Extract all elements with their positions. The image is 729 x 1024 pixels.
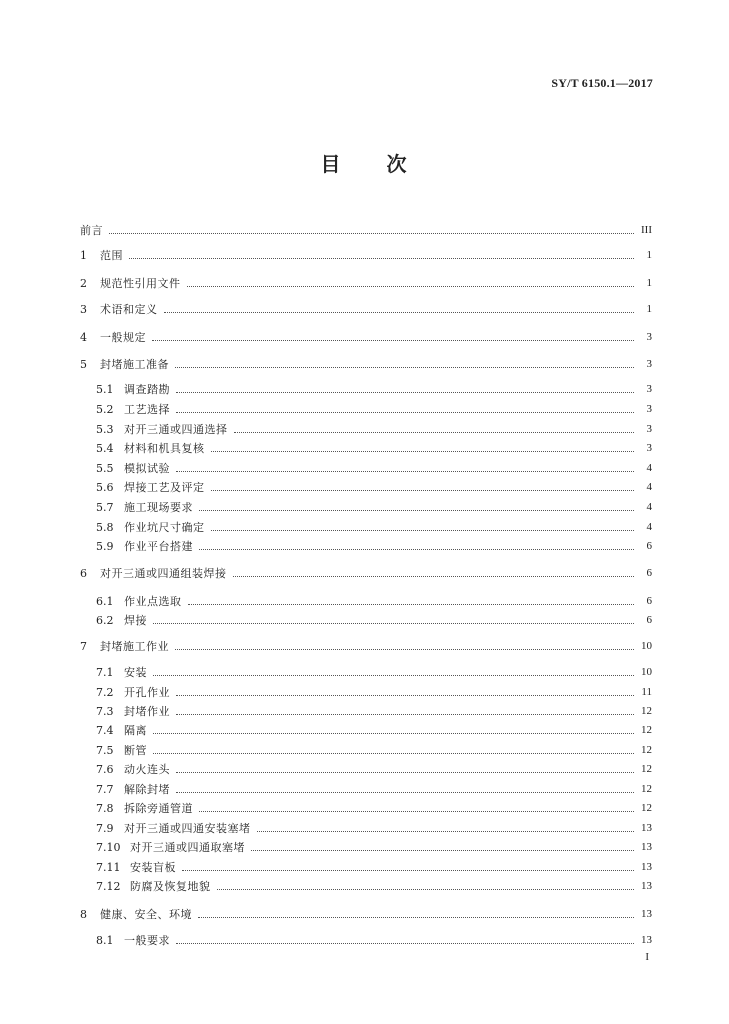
toc-entry-label: 前言 (80, 224, 103, 237)
toc-entry-page: 10 (641, 666, 652, 678)
toc-entry-label: 对开三通或四通安装塞堵 (124, 822, 251, 835)
toc-entry-number: 5.3 (96, 423, 114, 436)
toc-entry-page: 4 (646, 501, 652, 513)
toc-entry-number: 5.1 (96, 383, 114, 396)
toc-dot-leader (176, 791, 634, 793)
toc-entry-number: 7.10 (96, 841, 121, 854)
toc-dot-leader (109, 232, 634, 234)
toc-entry-number: 7.8 (96, 802, 114, 815)
toc-entry-page: 13 (641, 861, 652, 873)
toc-entry-page: 13 (641, 841, 652, 853)
toc-entry-page: 12 (641, 802, 652, 814)
page-number: I (645, 951, 649, 963)
toc-entry-page: 13 (641, 880, 652, 892)
toc-dot-leader (152, 339, 634, 341)
toc-entry[interactable] (96, 875, 652, 893)
toc-entry-number: 6.2 (96, 614, 114, 627)
toc-entry-page: 1 (646, 277, 652, 289)
toc-entry-number: 7.1 (96, 666, 114, 679)
toc-entry[interactable] (96, 929, 652, 947)
toc-entry-page: 11 (641, 686, 652, 698)
toc-entry-number: 7.5 (96, 744, 114, 757)
toc-dot-leader (129, 257, 634, 259)
toc-entry-label: 规范性引用文件 (100, 277, 181, 290)
toc-entry-label: 开孔作业 (124, 686, 170, 699)
toc-entry-number: 7.11 (96, 861, 121, 874)
toc-dot-leader (153, 674, 634, 676)
toc-dot-leader (176, 713, 634, 715)
toc-entry-label: 材料和机具复核 (124, 442, 205, 455)
toc-entry[interactable] (96, 836, 652, 854)
toc-entry-number: 7.7 (96, 783, 114, 796)
toc-entry-label: 封堵作业 (124, 705, 170, 718)
toc-entry-page: 13 (641, 934, 652, 946)
toc-entry-label: 作业平台搭建 (124, 540, 193, 553)
toc-dot-leader (217, 888, 635, 890)
toc-entry-label: 作业坑尺寸确定 (124, 521, 205, 534)
toc-entry-label: 健康、安全、环境 (100, 908, 192, 921)
page-title-right: 次 (386, 152, 409, 176)
toc-entry[interactable] (80, 272, 652, 290)
toc-dot-leader (153, 622, 634, 624)
toc-entry-page: 12 (641, 763, 652, 775)
toc-entry-page: 1 (646, 249, 652, 261)
toc-entry-page: 6 (646, 567, 652, 579)
toc-entry-number: 5.2 (96, 403, 114, 416)
toc-dot-leader (188, 603, 635, 605)
toc-entry-label: 封堵施工作业 (100, 640, 169, 653)
toc-dot-leader (211, 529, 635, 531)
toc-dot-leader (164, 311, 635, 313)
toc-entry-label: 拆除旁通管道 (124, 802, 193, 815)
toc-entry[interactable] (96, 457, 652, 475)
toc-dot-leader (199, 509, 634, 511)
toc-entry-page: 6 (646, 614, 652, 626)
toc-entry-page: 4 (646, 481, 652, 493)
toc-dot-leader (211, 450, 635, 452)
toc-entry[interactable] (96, 817, 652, 835)
toc-entry[interactable] (96, 378, 652, 396)
toc-entry[interactable] (96, 590, 652, 608)
toc-entry-number: 4 (80, 331, 87, 344)
toc-entry-page: 13 (641, 908, 652, 920)
toc-entry-number: 3 (80, 303, 87, 316)
toc-entry-page: 4 (646, 462, 652, 474)
toc-entry[interactable] (80, 353, 652, 371)
toc-dot-leader (176, 470, 634, 472)
toc-entry-number: 7.12 (96, 880, 121, 893)
toc-entry-number: 5.8 (96, 521, 114, 534)
toc-entry-label: 调查踏勘 (124, 383, 170, 396)
toc-entry-page: 13 (641, 822, 652, 834)
toc-entry-label: 施工现场要求 (124, 501, 193, 514)
toc-entry-page: 3 (646, 331, 652, 343)
toc-entry[interactable] (96, 778, 652, 796)
toc-entry-number: 5 (80, 358, 87, 371)
toc-entry-number: 7.2 (96, 686, 114, 699)
toc-entry[interactable] (80, 635, 652, 653)
toc-entry[interactable] (80, 562, 652, 580)
toc-entry[interactable] (96, 418, 652, 436)
toc-dot-leader (257, 830, 635, 832)
toc-dot-leader (182, 869, 634, 871)
toc-dot-leader (153, 752, 634, 754)
toc-entry-number: 6 (80, 567, 87, 580)
toc-entry-label: 断管 (124, 744, 147, 757)
toc-entry[interactable] (80, 326, 652, 344)
toc-entry[interactable] (80, 298, 652, 316)
toc-entry-number: 7.4 (96, 724, 114, 737)
toc-entry-page: 3 (646, 358, 652, 370)
toc-entry-page: 10 (641, 640, 652, 652)
toc-dot-leader (176, 771, 634, 773)
toc-entry-page: 3 (646, 383, 652, 395)
toc-entry-number: 5.9 (96, 540, 114, 553)
toc-entry-number: 5.7 (96, 501, 114, 514)
toc-dot-leader (199, 810, 634, 812)
toc-entry-number: 5.4 (96, 442, 114, 455)
toc-dot-leader (234, 431, 635, 433)
toc-dot-leader (211, 489, 635, 491)
toc-entry-page: 12 (641, 724, 652, 736)
toc-entry-label: 解除封堵 (124, 783, 170, 796)
toc-entry[interactable] (96, 758, 652, 776)
toc-entry-page: III (641, 224, 652, 236)
page-title-left: 目 (320, 152, 343, 176)
toc-entry-page: 12 (641, 783, 652, 795)
page-title (0, 148, 729, 177)
toc-entry[interactable] (96, 739, 652, 757)
toc-entry-number: 5.5 (96, 462, 114, 475)
toc-entry-number: 7.3 (96, 705, 114, 718)
toc-entry-number: 1 (80, 249, 87, 262)
toc-entry-label: 封堵施工准备 (100, 358, 169, 371)
toc-dot-leader (175, 366, 634, 368)
toc-entry-page: 4 (646, 521, 652, 533)
toc-entry-label: 工艺选择 (124, 403, 170, 416)
toc-dot-leader (176, 942, 634, 944)
toc-entry[interactable] (96, 398, 652, 416)
toc-entry-number: 5.6 (96, 481, 114, 494)
toc-entry-label: 范围 (100, 249, 123, 262)
toc-entry-number: 2 (80, 277, 87, 290)
toc-entry-page: 3 (646, 403, 652, 415)
toc-dot-leader (176, 391, 634, 393)
toc-entry-number: 8 (80, 908, 87, 921)
toc-entry[interactable] (96, 681, 652, 699)
toc-dot-leader (153, 732, 634, 734)
toc-dot-leader (187, 285, 635, 287)
toc-entry-label: 隔离 (124, 724, 147, 737)
toc-entry-label: 对开三通或四通取塞堵 (130, 841, 245, 854)
toc-entry[interactable] (96, 797, 652, 815)
toc-entry-page: 3 (646, 442, 652, 454)
toc-entry-label: 焊接工艺及评定 (124, 481, 205, 494)
toc-entry-number: 7.9 (96, 822, 114, 835)
toc-entry-label: 焊接 (124, 614, 147, 627)
toc-entry-label: 模拟试验 (124, 462, 170, 475)
toc-entry[interactable] (96, 516, 652, 534)
toc-entry[interactable] (96, 856, 652, 874)
toc-entry-page: 1 (646, 303, 652, 315)
toc-entry[interactable] (96, 476, 652, 494)
toc-entry[interactable] (96, 535, 652, 553)
toc-entry-number: 6.1 (96, 595, 114, 608)
standard-code: SY/T 6150.1—2017 (551, 76, 653, 90)
toc-entry[interactable] (96, 437, 652, 455)
toc-entry-label: 防腐及恢复地貌 (130, 880, 211, 893)
toc-entry-label: 安装盲板 (130, 861, 176, 874)
toc-entry[interactable] (80, 903, 652, 921)
toc-entry[interactable] (96, 700, 652, 718)
toc-entry[interactable] (96, 719, 652, 737)
toc-entry[interactable] (96, 496, 652, 514)
toc-entry-label: 动火连头 (124, 763, 170, 776)
toc-entry-page: 12 (641, 705, 652, 717)
toc-entry-number: 8.1 (96, 934, 114, 947)
toc-entry[interactable] (96, 609, 652, 627)
toc-dot-leader (198, 916, 634, 918)
toc-dot-leader (176, 694, 634, 696)
toc-entry-page: 6 (646, 540, 652, 552)
toc-entry-number: 7 (80, 640, 87, 653)
toc-entry[interactable] (80, 219, 652, 237)
toc-entry-label: 一般要求 (124, 934, 170, 947)
toc-entry-label: 对开三通或四通组装焊接 (100, 567, 227, 580)
toc-dot-leader (176, 411, 634, 413)
toc-entry-page: 12 (641, 744, 652, 756)
toc-entry[interactable] (80, 244, 652, 262)
toc-entry-label: 作业点选取 (124, 595, 182, 608)
toc-dot-leader (199, 548, 634, 550)
toc-dot-leader (175, 648, 634, 650)
toc-entry-page: 3 (646, 423, 652, 435)
toc-entry-label: 术语和定义 (100, 303, 158, 316)
toc-dot-leader (251, 849, 634, 851)
toc-entry-number: 7.6 (96, 763, 114, 776)
toc-entry-label: 对开三通或四通选择 (124, 423, 228, 436)
toc-entry-page: 6 (646, 595, 652, 607)
toc-entry-label: 一般规定 (100, 331, 146, 344)
toc-dot-leader (233, 575, 635, 577)
toc-entry-label: 安装 (124, 666, 147, 679)
toc-entry[interactable] (96, 661, 652, 679)
